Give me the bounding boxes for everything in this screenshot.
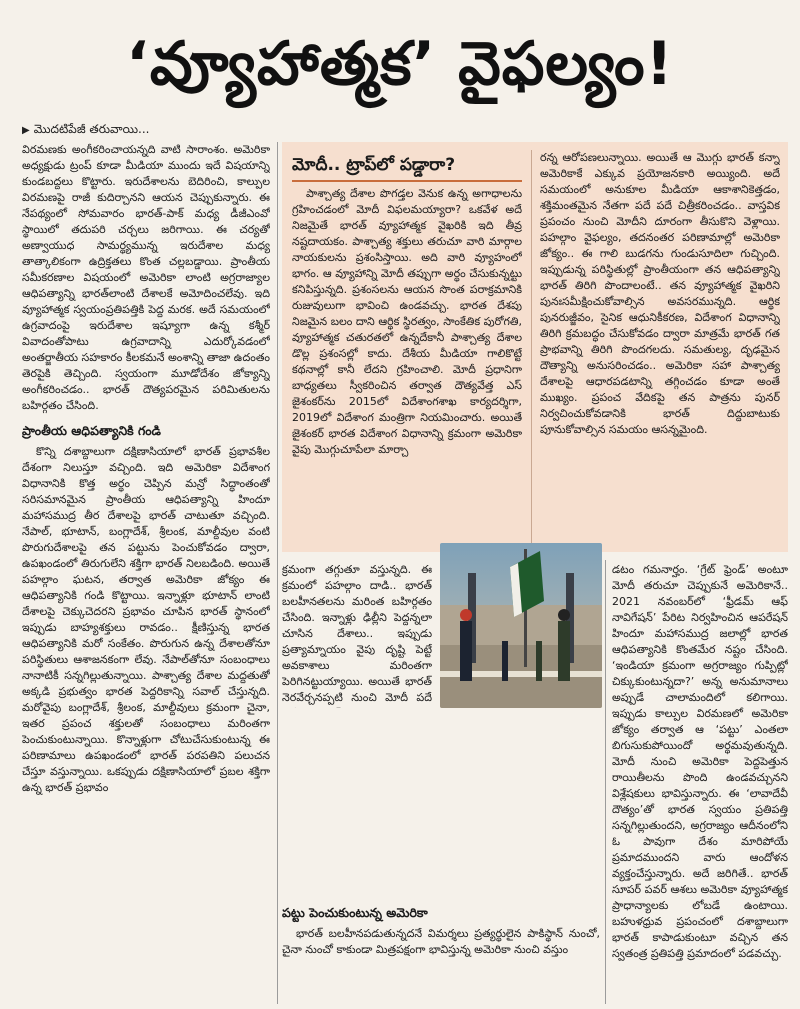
sidebar-divider bbox=[531, 150, 532, 545]
continued-kicker bbox=[22, 121, 262, 137]
sidebar-title-rule bbox=[292, 180, 522, 182]
paragraph: పాశ్చాత్య దేశాల పొగడ్తల వెనుక ఉన్న అగాధాలను గ్రహించడంలో మోదీ విఫలమయ్యారా? ఒకవేళ అదే నిజమైతే భారత్ వ్యూహాత్మక వైఖరికి ఇది తీవ్ర నష్టదాయకం. పాశ్చాత్య శక్తులు తరుచూ వారి మార్గాల నాయకులను ప్రశంసిస్తాయి. అది వారి వ్యూహంలో భాగం. ఆ వ్యూహాన్ని మోదీ తప్పుగా అర్థం చేసుకున్నట్టు కనిపిస్తున్నది. ప్రశంసలను ఆయన సొంత పరాక్రమానికి రుజువులుగా భావించి ఉండవచ్చు. భారత దేశపు నిజమైన బలం దాని ఆర్థిక స్థిరత్వం, సాంకేతిక పురోగతి, వ్యూహాత్మక చతురతలో ఉన్నదేకానీ పాశ్చాత్య దేశాల డొల్ల ప్రశంసల్లో కాదు. దేశీయ మీడియా గాలికొట్టే కథనాల్లో కానీ లేదని గ్రహించాలి. మోదీ ప్రధానిగా బాధ్యతలు స్వీకరించిన తర్వాత దౌత్యవేత్త ఎస్ జైశంకర్‌ను 2015లో విదేశాంగశాఖ కార్యదర్శిగా, 2019లో విదేశాంగ మంత్రిగా నియమించారు. అయితే జైశంకర్ భారత విదేశాంగ విధానాన్ని క్రమంగా అమెరికా వైపు మొగ్గుచూపేలా మార్చా bbox=[292, 187, 522, 456]
article-column-3 bbox=[612, 562, 788, 1004]
subheading-america-grip: పట్టు పెంచుకుంటున్న అమెరికా bbox=[282, 905, 428, 920]
article-column-2-lower bbox=[282, 708, 600, 1004]
photo-illustration bbox=[440, 543, 602, 708]
paragraph: డటం గమనార్హం. ‘గ్రేట్ ఫ్రెండ్’ అంటూ మోదీ తరుచూ చెప్పుకునే అమెరికానే.. 2021 నవంబర్‌లో ‘ఫ్రీడమ్ ఆఫ్ నావిగేషన్’ పేరిట నిర్వహించిన ఆపరేషన్ హిందూ మహాసముద్ర జలాల్లో భారత ఆధిపత్యానికి కొంతమేర నష్టం చేసింది. ‘ఇండియా క్రమంగా అగ్రరాజ్యం గుప్పిట్లో చిక్కుకుంటున్నదా?’ అన్న అనుమానాలు అప్పుడే చాలామందిలో కలిగాయి. ఇప్పుడు కాల్పుల విరమణలో అమెరికా జోక్యం తర్వాత ఆ ‘పట్టు’ ఎంతలా బిగుసుకుపోయిందో అర్థమవుతున్నది. మోదీ నుంచి అమెరికా పెద్దపెత్తున రాయితీలను పొంది ఉండవచ్చునని విశ్లేషకులు భావిస్తున్నారు. ఈ ‘లావాదేవీ దౌత్యం’తో భారత స్వయం ప్రతిపత్తి సన్నగిల్లుతుందని, అగ్రరాజ్యం ఆదీనంలోని ఓ పావుగా దేశం మారిపోయే ప్రమాదముందని వారు ఆందోళన వ్యక్తంచేస్తున్నారు. అదే జరిగితే.. భారత్ సూపర్ పవర్ ఆశలు అమెరికా వ్యూహాత్మక ప్రాధాన్యాలకు లోబడే ఉంటాయి. బహుళధ్రువ ప్రపంచంలో దశాబ్దాలుగా భారత్ కాపాడుకుంటూ వచ్చిన తన స్వతంత్ర ప్రతిపత్తి ప్రమాదంలో పడవచ్చు. bbox=[612, 563, 788, 960]
article-column-2-upper bbox=[282, 562, 432, 708]
sidebar-column-b bbox=[540, 150, 780, 545]
kicker-text: మొదటిపేజీ తరువాయి... bbox=[33, 122, 150, 136]
article-column-1 bbox=[22, 142, 270, 1004]
paragraph: క్రమంగా తగ్గుతూ వస్తున్నది. ఈ క్రమంలో పహల్గాం దాడి.. భారత్ బలహీనతలను మరింత బహిర్గతం చేసింది. ఇన్నాళ్లు ఢిల్లీని పెద్దన్నలా చూసిన దేశాలు.. ఇప్పుడు ప్రత్యామ్నాయం వైపు దృష్టి పెట్టే అవకాశాలు మరింతగా పెరిగినట్టుయ్యాయి. అయితే భారత్ నెరవేర్చనప్పటి నుంచి మోదీ పదే bbox=[282, 563, 432, 704]
triangle-bullet-icon: ▶ bbox=[22, 125, 30, 136]
column-divider bbox=[277, 142, 278, 1004]
paragraph: విరమణకు అంగీకరించాయన్నది వాటి సారాంశం. అమెరికా అధ్యక్షుడు ట్రంప్ కూడా మీడియా ముందు ఇదే విషయాన్ని కుండబద్దలు కొట్టారు. ఇరుదేశాలను బెదిరించి, కాల్పుల విరమణపై రాజీ కుదిర్చానని ఆయన చెప్పుకున్నారు. ఈ నేపథ్యంలో సోమవారం భారత్-పాక్ మధ్య డీజీఎంవో స్థాయిలో తదుపరి చర్చలు జరిగాయి. ఈ చర్యతో అణ్వాయుధ సామర్థ్యమున్న ఇరుదేశాల మధ్య తాత్కాలికంగా ఉద్రిక్తతలు కొంత చల్లబడ్డాయి. ప్రాంతీయ సమీకరణాల విషయంలో అమెరికా లాంటి అగ్రరాజ్యాల ఆధిపత్యాన్ని భారత్‌లాంటి దేశాలకే అమోదించలేవు. ఇది వ్యూహాత్మక స్వయంప్రతిపత్తికి పెద్ద మరక. అదే సమయంలో ఉగ్రవాదంపై ఇరుదేశాల ఇష్యూగా ఉన్న కశ్మీర్ వివాదంతోపాటు ఉగ్రవాదాన్ని ఎదుర్కోవడంలో అంతర్జాతీయ సహకారం కీలకమనే అంశాన్ని తాజా ఉదంతం తెరపైకి తెచ్చింది. స్వయంగా మూడోదేశం జోక్యాన్ని అంగీకరించడం.. భారత్ దౌత్యపరమైన పరిమితులను బహిర్గతం చేసింది. bbox=[22, 143, 270, 412]
sidebar-column-a bbox=[292, 186, 522, 548]
sidebar-box-title: మోదీ.. ట్రాప్‌లో పడ్డారా? bbox=[292, 155, 456, 175]
paragraph: భారత్ బలహీనపడుతున్నదనే విమర్శలు ప్రత్యర్థులైన పాకిస్థాన్ నుంచో, చైనా నుంచో కాకుండా మిత్రపక్షంగా భావిస్తున్న అమెరికా నుంచి వస్తుం bbox=[282, 927, 600, 956]
column-divider bbox=[605, 560, 606, 1004]
headline: ‘వ్యూహాత్మక’ వైఫల్యం! bbox=[126, 29, 674, 99]
subheading-regional-dominance: ప్రాంతీయ ఆధిపత్యానికి గండి bbox=[22, 423, 161, 438]
paragraph: రన్న ఆరోపణలున్నాయి. అయితే ఆ మొగ్గు భారత్ కన్నా అమెరికాకే ఎక్కువ ప్రయోజనకారి అయ్యింది. అదే సమయంలో అనుకూల మీడియా ఆకాశానికెత్తడం, శక్తిమంతమైన నేతగా పదే పదే చిత్రీకరించడం.. వాస్తవిక ప్రపంచం నుంచి మోదీని దూరంగా తీసుకొని వెళ్లాయి. పహల్గాం వైఫల్యం, తదనంతర పరిణామాల్లో అమెరికా జోక్యం.. ఈ గాలి బుడగను గుండుసూదిలా గుచ్చింది. ఇప్పుడున్న పరిస్థితుల్లో ప్రాంతీయంగా తన ఆధిపత్యాన్ని భారత్ తిరిగి పొందాలంటే.. తన వ్యూహాత్మక వైఖరిని పునఃసమీక్షించుకోవాల్సిన అవసరమున్నది. ఆర్థిక పునరుజ్జీవం, సైనిక ఆధునికీకరణ, విదేశాంగ విధానాన్ని తిరిగి క్రమబద్ధం చేసుకోవడం ద్వారా మాత్రమే భారత్ గత ప్రాభవాన్ని తిరిగి పొందగలదు. సమతుల్య, దృఢమైన దౌత్యాన్ని అనుసరించడం.. అమెరికా సహా పాశ్చాత్య దేశాలపై ఆధారపడటాన్ని తగ్గించడం కూడా అంతే ముఖ్యం. ప్రపంచ వేదికపై తన పాత్రను పునర్ నిర్వచించుకోవడానికి భారత్ దిద్దుబాటుకు పూనుకోవాల్సిన సమయం ఆసన్నమైంది. bbox=[540, 151, 780, 436]
paragraph: కొన్ని దశాబ్దాలుగా దక్షిణాసియాలో భారత్ ప్రభావశీల దేశంగా నిలుస్తూ వచ్చింది. ఇది అమెరికా విదేశాంగ విధానానికి కొత్త అర్థం చెప్పిన మన్రో సిద్ధాంతంతో సరిసమానమైన ప్రాంతీయ ఆధిపత్యాన్ని హిందూ మహాసముద్ర తీర దేశాలపై భారత్ చాటుతూ వచ్చింది. నేపాల్, భూటాన్, బంగ్లాదేశ్, శ్రీలంక, మాల్దీవుల వంటి పొరుగుదేశాలపై తన పట్టును పెంచుకోవడం ద్వారా, ఉపఖండంలో తిరుగులేని శక్తిగా భారత్ నిలబడింది. అయితే పహల్గాం ఘటన, తర్వాత అమెరికా జోక్యం ఈ ఆధిపత్యానికి గండి కొట్టాయి. ఇన్నాళ్లూ భూటాన్ లాంటి దేశాలపై చెక్కుచెదరని ప్రభావం చూపిన భారత్ స్థానంలో ఇప్పుడు బాహ్యశక్తులు రావడం.. క్షీణిస్తున్న భారత ఆధిపత్యానికి మరో సంకేతం. పొరుగున ఉన్న దేశాలతోనూ పరిస్థితులు ఆశాజనకంగా లేవు. నేపాల్‌తోనూ సంబంధాలు నానాటికీ సన్నగిల్లుతున్నాయి. పాశ్చాత్య దేశాల మద్దతుతో అక్కడి ప్రభుత్వం భారత పెద్దరికాన్ని సవాల్ చేస్తున్నది. మరోవైపు బంగ్లాదేశ్, శ్రీలంక, మాల్దీవులు క్రమంగా చైనా, ఇతర ప్రపంచ శక్తులతో సంబంధాలు మరింతగా పెంచుకుంటున్నాయి. కొన్నాళ్లుగా చోటుచేసుకుంటున్న ఈ పరిణామాలు ఉపఖండంలో భారత్ పరపతిని పలుచన చేస్తూ వస్తున్నాయి. ఒకప్పుడు దక్షిణాసియాలో ప్రబల శక్తిగా ఉన్న భారత్ ప్రభావం bbox=[22, 445, 270, 794]
border-ceremony-photo bbox=[440, 543, 602, 708]
